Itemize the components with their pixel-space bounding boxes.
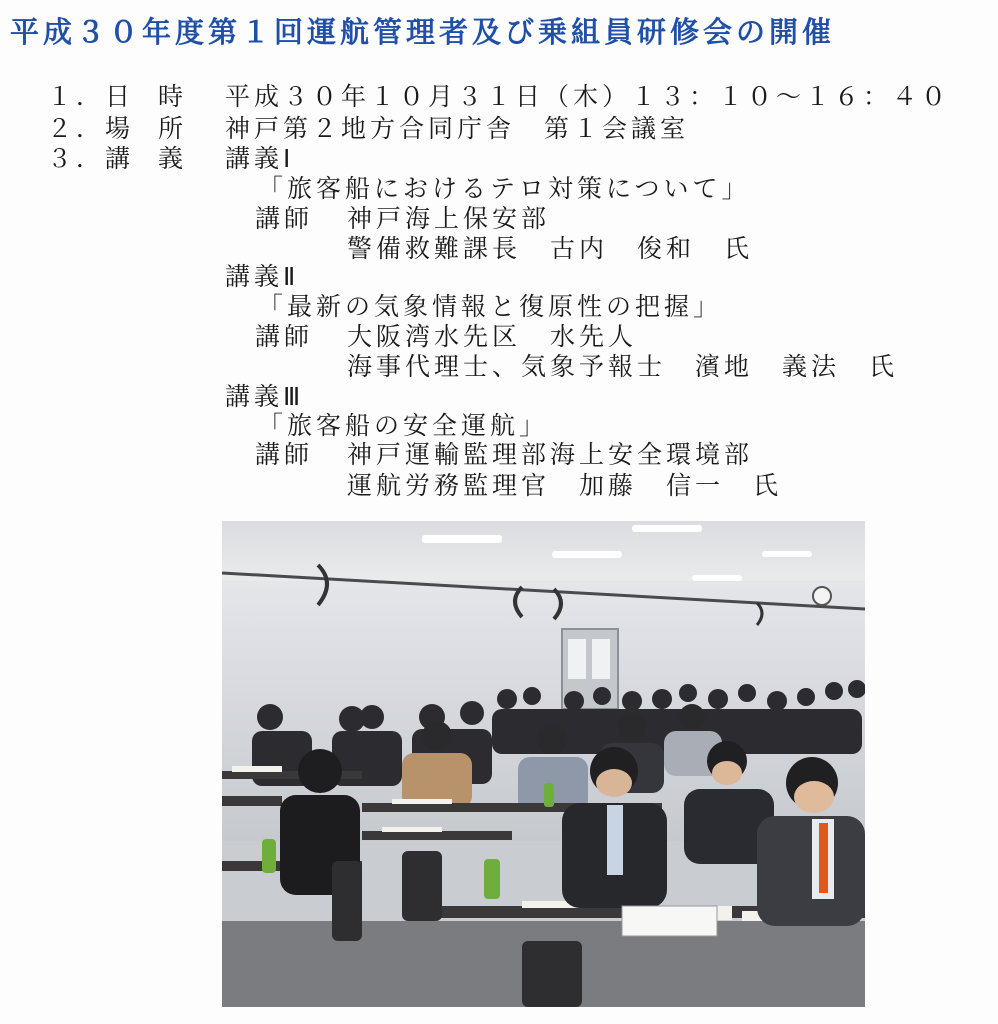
item-3-label: 講義 <box>105 144 212 173</box>
bottle <box>544 783 554 807</box>
lecture-2-name: 講義Ⅱ <box>225 262 300 291</box>
lecture-3-topic: 「旅客船の安全運航」 <box>258 411 549 440</box>
name-card <box>622 906 717 936</box>
door-window <box>568 639 586 679</box>
lecture-1-lecturer-label: 講師 <box>255 204 314 233</box>
door-window <box>592 639 610 679</box>
lecture-3-lecturer-label: 講師 <box>255 440 314 469</box>
lecture-2-lecturer-label: 講師 <box>255 322 314 351</box>
seminar-photo <box>222 521 865 1007</box>
item-2-number: ２． <box>47 114 106 143</box>
item-1-number: １． <box>47 82 106 111</box>
lecture-3-person: 運航労務監理官 加藤 信一 氏 <box>347 471 783 500</box>
lecture-2-person: 海事代理士、気象予報士 濱地 義法 氏 <box>347 352 899 381</box>
lecture-3-org: 神戸運輸監理部海上安全環境部 <box>347 440 754 469</box>
ceiling-light <box>552 551 622 558</box>
item-2-value: 神戸第２地方合同庁舎 第１会議室 <box>225 114 690 143</box>
lecture-1-person: 警備救難課長 古内 俊和 氏 <box>347 234 754 263</box>
ceiling-light <box>632 525 702 532</box>
ceiling-light <box>692 575 742 581</box>
lecture-2-topic: 「最新の気象情報と復原性の把握」 <box>258 292 723 321</box>
bottle <box>262 839 276 873</box>
lecture-1-name: 講義Ⅰ <box>225 144 295 173</box>
lecture-3-name: 講義Ⅲ <box>225 382 305 411</box>
lecture-1-topic: 「旅客船におけるテロ対策について」 <box>258 174 751 203</box>
lecture-2-org: 大阪湾水先区 水先人 <box>347 322 638 351</box>
item-1-value: 平成３０年１０月３１日（木）１３：１０～１６：４０ <box>225 82 951 111</box>
lecture-1-org: 神戸海上保安部 <box>347 204 551 233</box>
ceiling-light <box>422 535 502 543</box>
item-3-number: ３． <box>47 144 106 173</box>
bottle <box>484 859 500 899</box>
ceiling-light <box>762 551 812 557</box>
item-1-label: 日時 <box>105 82 212 111</box>
item-2-label: 場所 <box>105 114 212 143</box>
wall-clock <box>813 587 831 605</box>
page-title: 平成３０年度第１回運航管理者及び乗組員研修会の開催 <box>10 15 836 49</box>
